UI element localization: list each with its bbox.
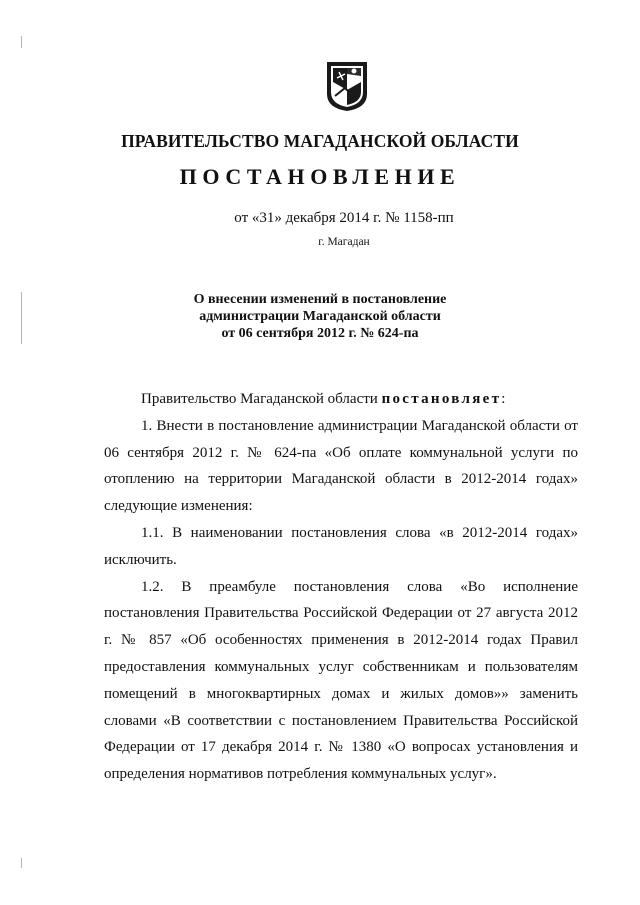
government-name: ПРАВИТЕЛЬСТВО МАГАДАНСКОЙ ОБЛАСТИ — [121, 131, 519, 151]
preamble-tail: : — [501, 391, 506, 407]
document-body — [104, 386, 578, 788]
preamble-lead: Правительство Магаданской области — [141, 391, 382, 407]
document-type-title: ПОСТАНОВЛЕНИЕ — [179, 164, 461, 189]
coat-of-arms-icon — [325, 60, 369, 112]
preamble-paragraph — [104, 386, 578, 413]
item-1-2-paragraph: 1.2. В преамбуле постановления слова «Во исполнение постановления Правительства Российской Федерации от 27 августа 2012 г. № 857 «Об особенностях применения в 2012-2014 годах Правил предоставления коммунальных услуг собственникам и пользователям помещений в многоквартирных домах и жилых домов»» заменить словами «В соответствии с постановлением Правительства Российской Федерации от 17 декабря 2014 г. № 1380 «О вопросах установления и определения нормативов потребления коммунальных услуг». — [104, 578, 578, 783]
document-date-number: от «31» декабря 2014 г. № 1158-пп — [234, 210, 454, 226]
document-city: г. Магадан — [318, 236, 370, 248]
item-1-1-paragraph: 1.1. В наименовании постановления слова «в 2012-2014 годах» исключить. — [104, 524, 578, 568]
subject-line: от 06 сентября 2012 г. № 624-па — [221, 326, 419, 341]
scan-margin-mark — [21, 858, 22, 868]
item-1-paragraph: 1. Внести в постановление администрации Магаданской области от 06 сентября 2012 г. № 624-па «Об оплате коммунальной услуги по отоплению на территории Магаданской области в 2012-2014 годах» следующие изменения: — [104, 417, 578, 515]
subject-line: администрации Магаданской области — [199, 309, 441, 324]
preamble-verb: постановляет — [381, 391, 502, 407]
subject-line: О внесении изменений в постановление — [193, 292, 447, 307]
scan-margin-mark — [21, 36, 22, 48]
